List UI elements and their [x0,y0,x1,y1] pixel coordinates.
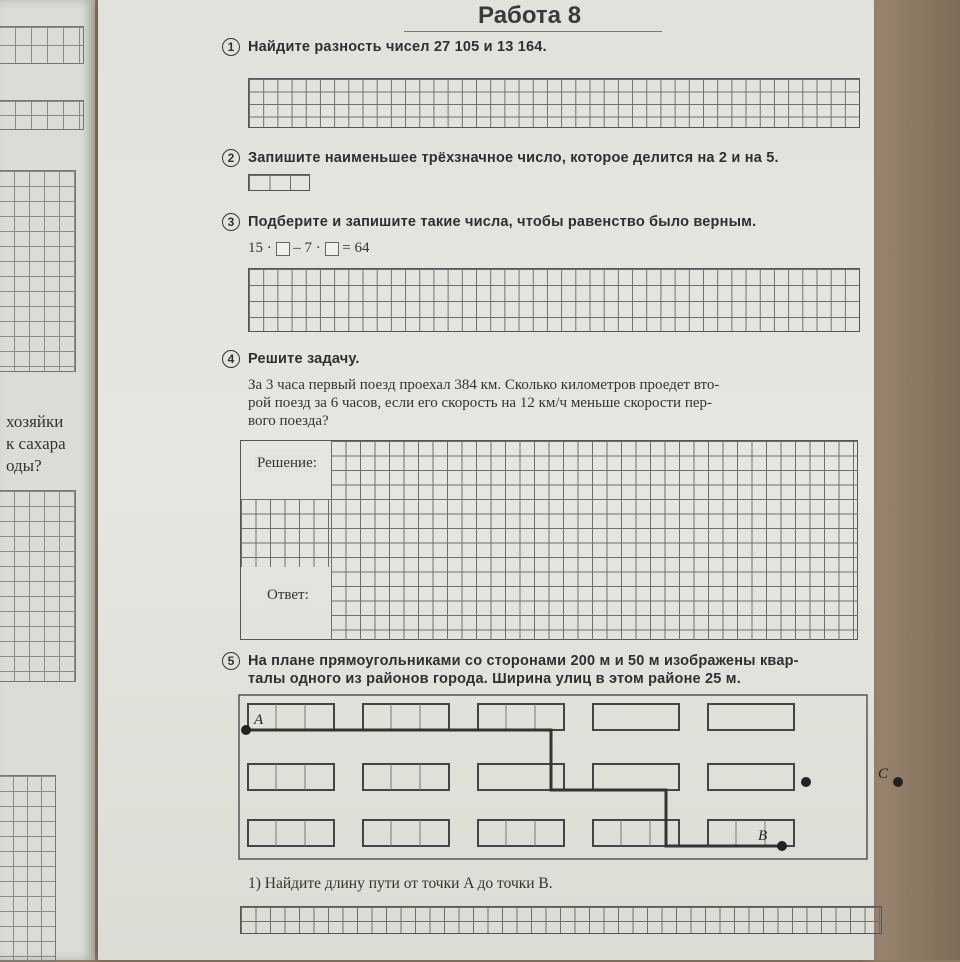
point-b-label: B [758,828,768,844]
task-5-text-line-2: талы одного из районов города. Ширина улиц в этом районе 25 м. [248,671,741,687]
city-plan [238,694,889,860]
task-4-solution-box [240,440,858,640]
task-4-text: Решите задачу. [248,351,360,367]
table-surface [870,0,960,960]
path-a-to-b [246,730,782,846]
task-4-number: 4 [222,350,240,368]
block [708,704,794,730]
task-1-number: 1 [222,38,240,56]
task-3-text: Подберите и запишите такие числа, чтобы равенство было верным. [248,214,757,230]
left-grid-top [0,26,84,64]
left-text-line-2: к сахара [6,434,66,453]
solution-label: Решение: [257,455,317,471]
block [593,704,679,730]
task-4-problem [248,376,719,430]
task-2-answer-cells[interactable] [248,174,310,191]
task-3-answer-grid[interactable] [248,268,860,332]
task-5-text [248,652,799,688]
left-grid-middle [0,170,76,372]
block [363,820,449,846]
equation-blank-1[interactable] [276,242,290,256]
task-1-text: Найдите разность чисел 27 105 и 13 164. [248,39,547,55]
worksheet-page [98,0,889,960]
block [593,764,679,790]
point-b-dot [777,841,787,851]
equation-part-2: – 7 · [293,240,321,256]
block [363,764,449,790]
left-page [0,0,95,960]
left-grid-bottom [0,775,56,962]
answer-label: Ответ: [267,587,309,603]
point-c-label: C [878,766,889,782]
city-blocks [248,704,794,846]
block [248,764,334,790]
left-text-line-3: оды? [6,456,42,475]
equation-blank-2[interactable] [325,242,339,256]
task-1-answer-grid[interactable] [248,78,860,128]
task-5-subquestion: 1) Найдите длину пути от точки A до точки B. [248,875,553,892]
point-c-marker [798,770,818,794]
left-grid-lower [0,490,76,682]
block [248,820,334,846]
task-4-problem-line-1: За 3 часа первый поезд проехал 384 км. Сколько километров проедет вто- [248,377,720,393]
equation-part-3: = 64 [342,240,370,256]
task-4-problem-line-2: рой поезд за 6 часов, если его скорость на 12 км/ч меньше скорости пер- [248,395,713,411]
task-5-number: 5 [222,652,240,670]
point-a-dot [241,725,251,735]
block [708,764,794,790]
solution-grid-left[interactable] [241,499,331,567]
block [478,820,564,846]
title-underline [404,31,662,32]
task-4-problem-line-3: вого поезда? [248,413,329,429]
left-grid-small [0,100,84,130]
block-inner-lines [276,704,768,846]
task-5-answer-grid[interactable] [240,906,882,934]
task-3-equation [248,240,369,257]
point-a-label: A [254,712,264,728]
task-2-number: 2 [222,149,240,167]
point-c-dot [893,777,903,787]
page-title: Работа 8 [478,2,582,29]
block [363,704,449,730]
task-5-text-line-1: На плане прямоугольниками со сторонами 200 м и 50 м изображены квар- [248,653,799,669]
left-text-line-1: хозяйки [6,412,64,431]
solution-grid[interactable] [331,441,858,640]
task-2-text: Запишите наименьшее трёхзначное число, которое делится на 2 и на 5. [248,150,779,166]
block [478,704,564,730]
point-c-dot-visible [801,777,811,787]
task-3-number: 3 [222,213,240,231]
equation-part-1: 15 · [248,240,272,256]
